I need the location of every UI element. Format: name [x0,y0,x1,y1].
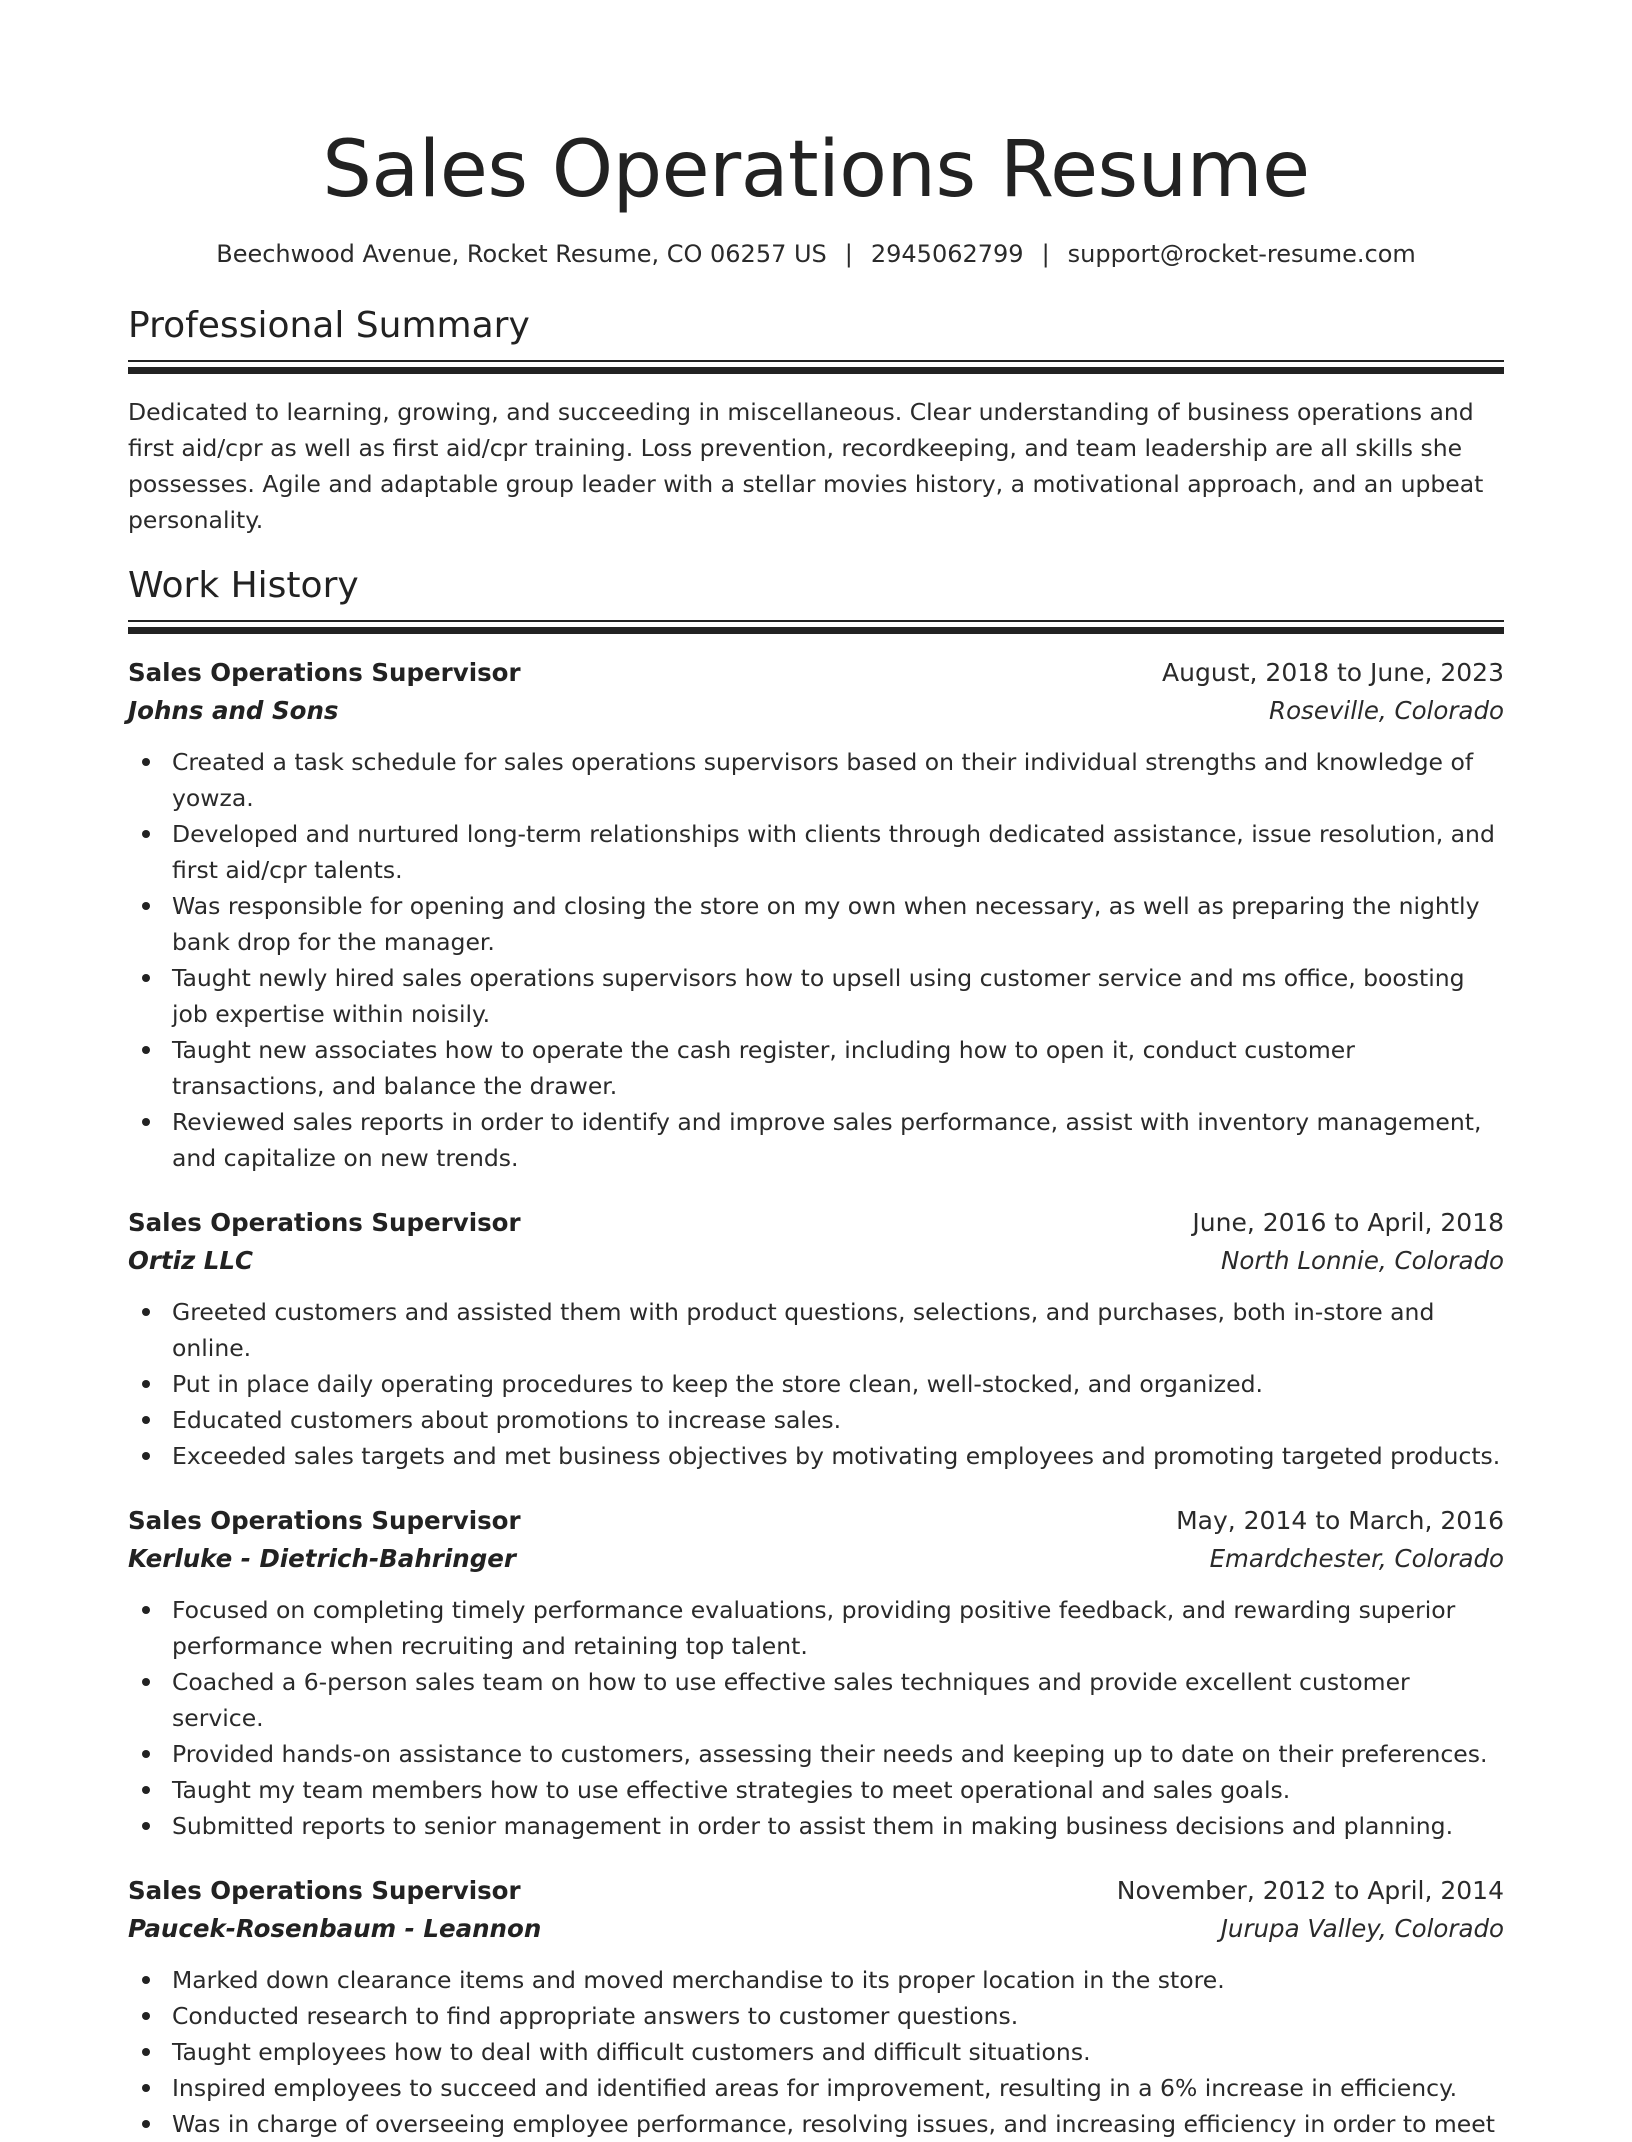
job-company: Ortiz LLC [128,1246,254,1275]
job-bullet: Taught newly hired sales operations supervisors how to upsell using customer service and ms office, boosting job expertise within noisily. [172,960,1504,1032]
job-bullet: Coached a 6-person sales team on how to use effective sales techniques and provide excellent customer service. [172,1664,1504,1736]
contact-email[interactable]: support@rocket-resume.com [1067,240,1416,268]
job-bullet: Inspired employees to succeed and identified areas for improvement, resulting in a 6% increase in efficiency. [172,2070,1504,2106]
work-history-section [128,564,1504,2142]
job-entry [128,654,1504,1176]
contact-line [128,238,1504,270]
job-bullet: Created a task schedule for sales operations supervisors based on their individual strengths and knowledge of yowza. [172,744,1504,816]
job-entry [128,1872,1504,2142]
job-bullet: Submitted reports to senior management in order to assist them in making business decisions and planning. [172,1808,1504,1844]
job-bullet: Exceeded sales targets and met business objectives by motivating employees and promoting targeted products. [172,1438,1504,1474]
job-bullet: Provided hands-on assistance to customers, assessing their needs and keeping up to date on their preferences. [172,1736,1504,1772]
job-entry [128,1204,1504,1474]
job-location: Emardchester, Colorado [1209,1544,1504,1573]
job-location: North Lonnie, Colorado [1221,1246,1504,1275]
professional-summary-section [128,304,1504,538]
job-bullet: Taught employees how to deal with difficult customers and difficult situations. [172,2034,1504,2070]
job-bullet: Developed and nurtured long-term relationships with clients through dedicated assistance, issue resolution, and first aid/cpr talents. [172,816,1504,888]
job-location: Jurupa Valley, Colorado [1220,1914,1504,1943]
contact-separator: | [844,240,853,268]
job-title: Sales Operations Supervisor [128,1208,521,1237]
job-company: Kerluke - Dietrich-Bahringer [128,1544,516,1573]
job-bullet: Educated customers about promotions to increase sales. [172,1402,1504,1438]
section-rule-thick [128,627,1504,634]
job-dates: May, 2014 to March, 2016 [1176,1506,1504,1535]
job-bullet: Marked down clearance items and moved merchandise to its proper location in the store. [172,1962,1504,1998]
job-dates: August, 2018 to June, 2023 [1162,658,1504,687]
job-bullet: Focused on completing timely performance evaluations, providing positive feedback, and rewarding superior performance when recruiting and retaining top talent. [172,1592,1504,1664]
job-bullets [128,1294,1504,1474]
job-company: Johns and Sons [128,696,339,725]
job-bullets [128,1592,1504,1844]
resume-title: Sales Operations Resume [322,125,1310,215]
job-bullet: Taught new associates how to operate the cash register, including how to open it, conduct customer transactions, and balance the drawer. [172,1032,1504,1104]
job-title: Sales Operations Supervisor [128,1876,521,1905]
job-title: Sales Operations Supervisor [128,658,521,687]
job-bullet: Put in place daily operating procedures to keep the store clean, well-stocked, and organized. [172,1366,1504,1402]
job-title: Sales Operations Supervisor [128,1506,521,1535]
job-bullet: Was in charge of overseeing employee performance, resolving issues, and increasing efficiency in order to meet [172,2106,1504,2142]
summary-text: Dedicated to learning, growing, and succeeding in miscellaneous. Clear understanding of business operations and first aid/cpr as well as first aid/cpr training. Loss prevention, recordkeeping, and team leadership are all skills she possesses. Agile and adaptable group leader with a stellar movies history, a motivational approach, and an upbeat personality. [128,398,1484,534]
section-rule-thick [128,367,1504,374]
contact-phone: 2945062799 [870,240,1024,268]
job-bullet: Greeted customers and assisted them with product questions, selections, and purchases, both in-store and online. [172,1294,1504,1366]
job-dates: June, 2016 to April, 2018 [1192,1208,1504,1237]
resume-page [128,0,1504,2142]
section-heading-summary: Professional Summary [128,305,530,346]
job-location: Roseville, Colorado [1269,696,1504,725]
job-bullets [128,744,1504,1176]
job-bullet: Taught my team members how to use effective strategies to meet operational and sales goals. [172,1772,1504,1808]
job-bullet: Was responsible for opening and closing the store on my own when necessary, as well as preparing the nightly bank drop for the manager. [172,888,1504,960]
section-heading-work: Work History [128,565,359,606]
section-rule-thin [128,360,1504,362]
contact-separator: | [1041,240,1050,268]
job-company: Paucek-Rosenbaum - Leannon [128,1914,542,1943]
job-dates: November, 2012 to April, 2014 [1116,1876,1504,1905]
job-bullets [128,1962,1504,2142]
job-entry [128,1502,1504,1844]
job-bullet: Conducted research to find appropriate answers to customer questions. [172,1998,1504,2034]
section-rule-thin [128,620,1504,622]
contact-address: Beechwood Avenue, Rocket Resume, CO 06257 US [216,240,827,268]
job-bullet: Reviewed sales reports in order to identify and improve sales performance, assist with inventory management, and capitalize on new trends. [172,1104,1504,1176]
